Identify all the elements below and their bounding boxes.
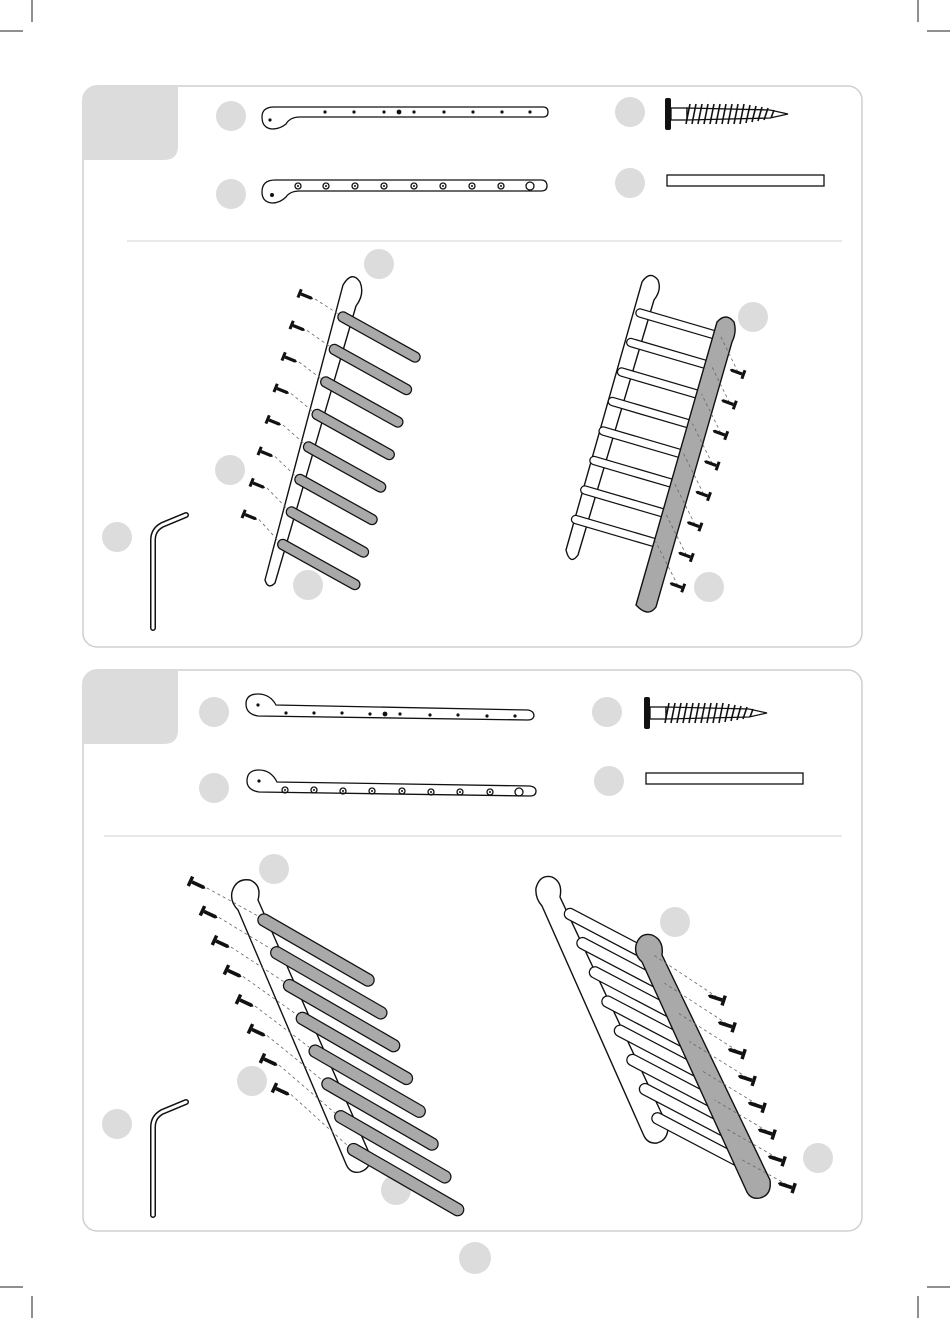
callout-badge [660, 907, 690, 937]
part-badge [594, 766, 624, 796]
part-badge [592, 697, 622, 727]
rod-icon [667, 175, 824, 186]
step-number-tab [83, 670, 178, 744]
callout-badge [102, 1109, 132, 1139]
callout-badge [215, 455, 245, 485]
part-badge [615, 97, 645, 127]
part-badge [216, 179, 246, 209]
step-panel-2 [83, 670, 862, 1231]
rod-icon [646, 773, 803, 784]
callout-badge [803, 1143, 833, 1173]
callout-badge [694, 572, 724, 602]
callout-badge [102, 522, 132, 552]
part-badge [615, 168, 645, 198]
part-badge [199, 697, 229, 727]
step-panel-1 [83, 86, 862, 647]
callout-badge [293, 570, 323, 600]
part-badge [216, 101, 246, 131]
callout-badge [259, 854, 289, 884]
callout-badge [237, 1066, 267, 1096]
page-number-badge [459, 1242, 491, 1274]
callout-badge [738, 302, 768, 332]
step-number-tab [83, 86, 178, 160]
part-badge [199, 773, 229, 803]
callout-badge [364, 249, 394, 279]
